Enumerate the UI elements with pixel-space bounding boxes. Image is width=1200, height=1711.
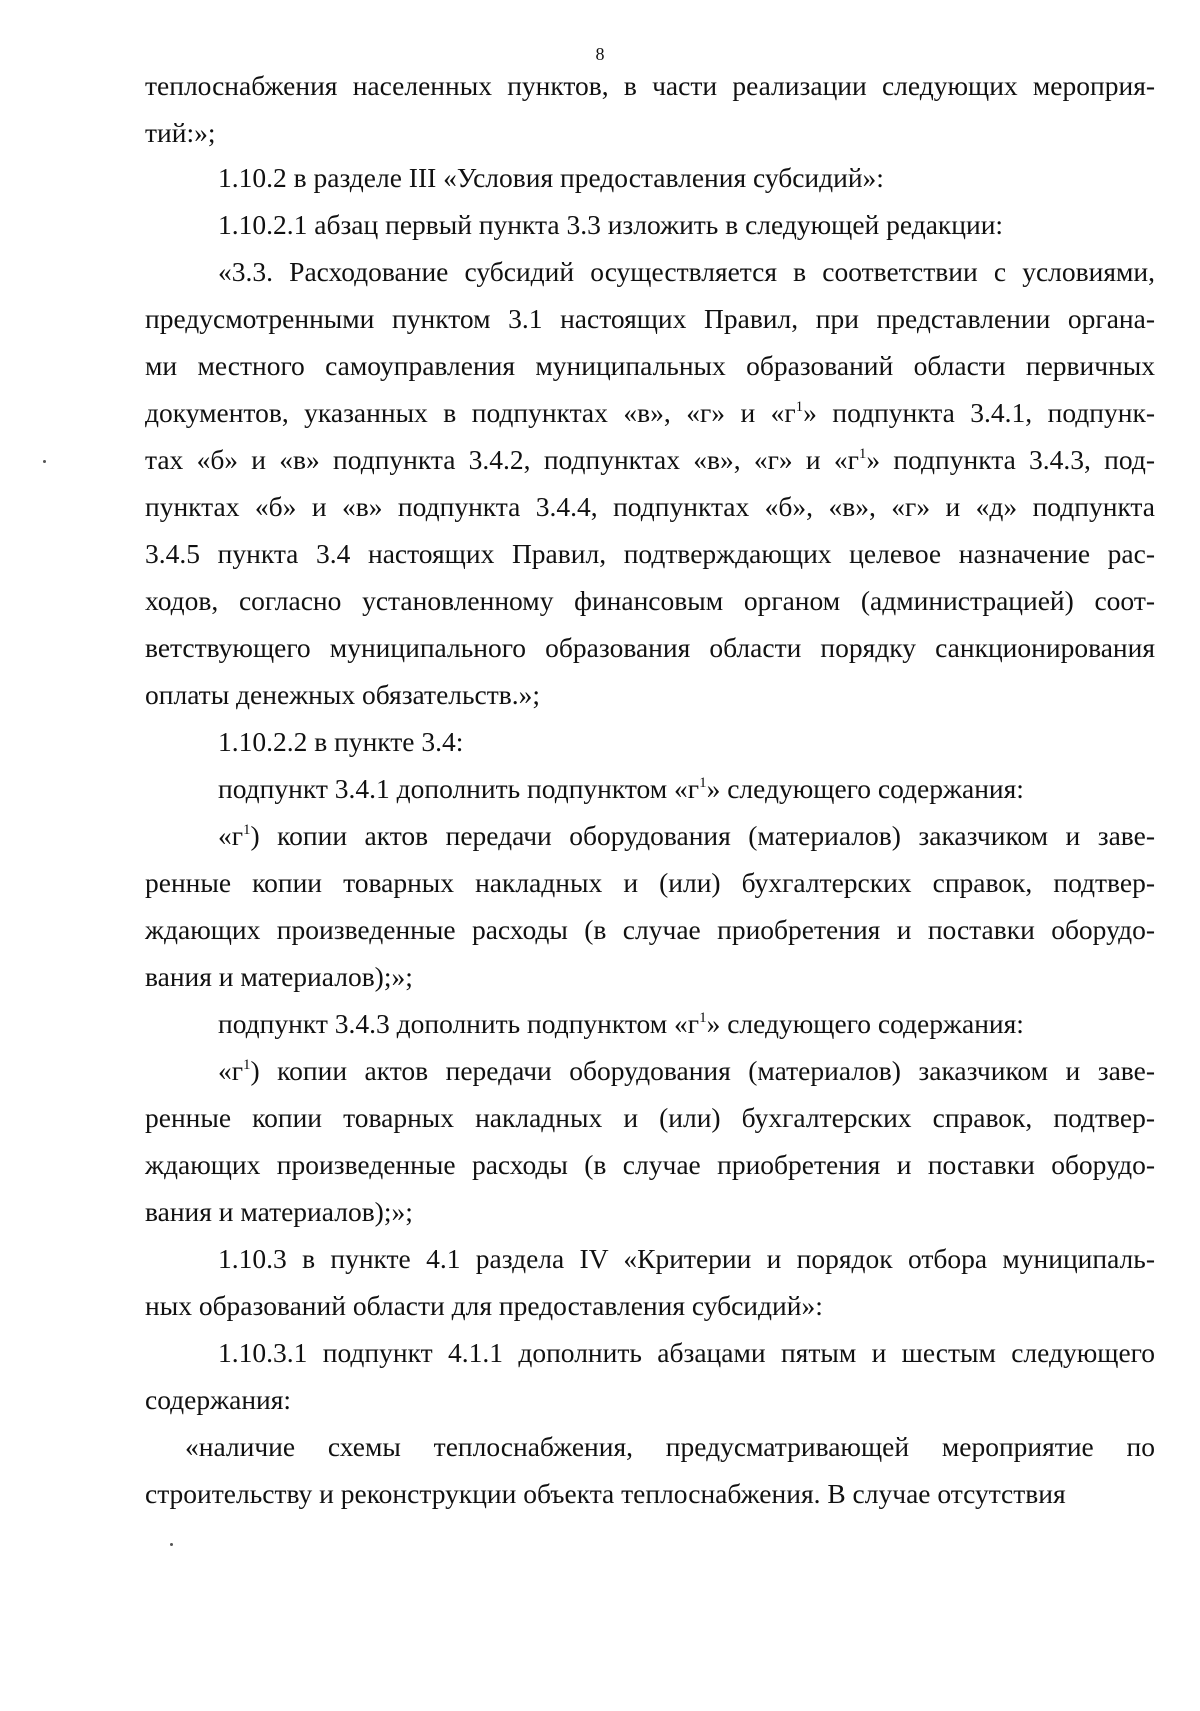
paragraph-item-1-10-2-1 (145, 201, 1155, 248)
paragraph-item-1-10-3 (145, 1235, 1155, 1329)
paragraph-quote-g1-b (145, 1047, 1155, 1235)
paragraph-quote-g1-a (145, 812, 1155, 1000)
paragraph-item-1-10-3-1 (145, 1329, 1155, 1423)
text-line: документов, указанных в подпунктах «в», «г» и «$г^1$» подпункта 3.4.1, подпунк- (145, 397, 1155, 428)
text-line: ждающих произведенные расходы (в случае приобретения и поставки оборудо- (145, 1149, 1155, 1180)
text-line: оплаты денежных обязательств.»; (145, 679, 541, 710)
paragraph-subitem-3-4-1 (145, 765, 1155, 812)
text-line: подпункт 3.4.1 дополнить подпунктом «$г^1$» следующего содержания: (218, 773, 1024, 804)
paragraph-quote-3-3 (145, 248, 1155, 718)
text-line: тий:»; (145, 117, 216, 148)
text-line: 1.10.2 в разделе III «Условия предоставления субсидий»: (218, 162, 884, 193)
text-line: 1.10.3.1 подпункт 4.1.1 дополнить абзацами пятым и шестым следующего (218, 1337, 1155, 1368)
paragraph-item-1-10-2-2 (145, 718, 1155, 765)
text-line: теплоснабжения населенных пунктов, в части реализации следующих мероприя- (145, 70, 1155, 101)
text-line: вания и материалов);»; (145, 961, 413, 992)
text-line: строительству и реконструкции объекта теплоснабжения. В случае отсутствия (145, 1478, 1066, 1509)
text-line: 3.4.5 пункта 3.4 настоящих Правил, подтверждающих целевое назначение рас- (145, 538, 1155, 569)
text-line: 1.10.2.2 в пункте 3.4: (218, 726, 464, 757)
text-line: «$г^1$) копии актов передачи оборудования (материалов) заказчиком и заве- (218, 820, 1155, 851)
text-line: ходов, согласно установленному финансовым органом (администрацией) соот- (145, 585, 1155, 616)
text-line: «$г^1$) копии актов передачи оборудования (материалов) заказчиком и заве- (218, 1055, 1155, 1086)
text-line: ных образований области для предоставления субсидий»: (145, 1290, 823, 1321)
paragraph-item-1-10-2 (145, 154, 1155, 201)
text-line: ренные копии товарных накладных и (или) бухгалтерских справок, подтвер- (145, 867, 1155, 898)
paragraph-quote-availability (145, 1423, 1155, 1517)
text-line: «наличие схемы теплоснабжения, предусматривающей мероприятие по (185, 1431, 1155, 1462)
scan-speck (170, 1543, 173, 1546)
text-line: 1.10.2.1 абзац первый пункта 3.3 изложить в следующей редакции: (218, 209, 1004, 240)
paragraph-subitem-3-4-3 (145, 1000, 1155, 1047)
text-line: ренные копии товарных накладных и (или) бухгалтерских справок, подтвер- (145, 1102, 1155, 1133)
scan-speck (43, 460, 46, 463)
text-line: «3.3. Расходование субсидий осуществляется в соответствии с условиями, (218, 256, 1155, 287)
text-line: ветствующего муниципального образования области порядку санкционирования (145, 632, 1155, 663)
text-line: подпункт 3.4.3 дополнить подпунктом «$г^1$» следующего содержания: (218, 1008, 1024, 1039)
text-line: предусмотренными пунктом 3.1 настоящих Правил, при представлении органа- (145, 303, 1155, 334)
text-line: тах «б» и «в» подпункта 3.4.2, подпунктах «в», «г» и «$г^1$» подпункта 3.4.3, под- (145, 444, 1155, 475)
text-line: пунктах «б» и «в» подпункта 3.4.4, подпунктах «б», «в», «г» и «д» подпункта (145, 491, 1155, 522)
paragraph-continuation (145, 62, 1155, 156)
text-line: вания и материалов);»; (145, 1196, 413, 1227)
text-line: 1.10.3 в пункте 4.1 раздела IV «Критерии и порядок отбора муниципаль- (218, 1243, 1155, 1274)
text-line: содержания: (145, 1384, 292, 1415)
page-number: 8 (595, 44, 605, 64)
text-line: ми местного самоуправления муниципальных образований области первичных (145, 350, 1155, 381)
text-line: ждающих произведенные расходы (в случае приобретения и поставки оборудо- (145, 914, 1155, 945)
